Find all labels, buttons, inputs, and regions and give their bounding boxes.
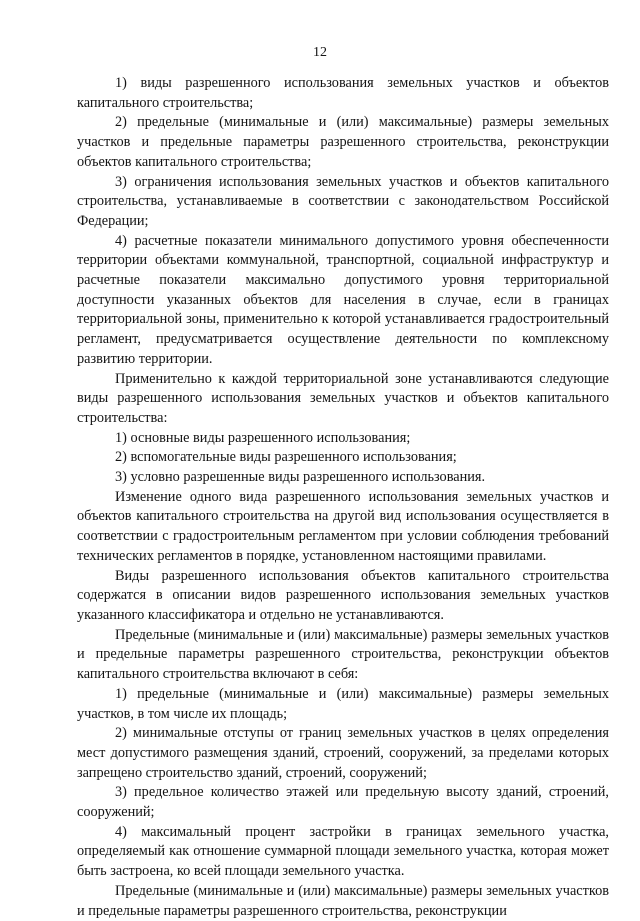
paragraph-item-2: 2) предельные (минимальные и (или) максимальные) размеры земельных участков и предельные параметры разрешенного строительства, реконструкции объектов капитального строительства;	[77, 114, 609, 170]
paragraph-item-4: 4) расчетные показатели минимального допустимого уровня обеспеченности территории объектами коммунальной, транспортной, социальной инфраструктур и расчетные показатели максимально допустимого уровня территориальной доступности указанных объектов для населения в случае, если в границах территориальной зоны, применительно к которой устанавливается градостроительный регламент, предусматривается осуществление деятельности по комплексному развитию территории.	[77, 232, 609, 367]
paragraph-limit-item-2: 2) минимальные отступы от границ земельных участков в целях определения мест допустимого размещения зданий, строений, сооружений, за пределами которых запрещено строительство зданий, строений, сооружений;	[77, 725, 609, 781]
paragraph-limit-item-1: 1) предельные (минимальные и (или) максимальные) размеры земельных участков, в том числе их площадь;	[77, 685, 609, 722]
paragraph-zone-item-2: 2) вспомогательные виды разрешенного использования;	[115, 449, 457, 466]
paragraph-change-of-use: Изменение одного вида разрешенного использования земельных участков и объектов капитального строительства на другой вид использования осуществляется в соответствии с градостроительным регламентом при условии соблюдения требований технических регламентов в порядке, установленном настоящими правилами.	[77, 488, 609, 564]
paragraph-limits-continued: Предельные (минимальные и (или) максимальные) размеры земельных участков и предельные параметры разрешенного строительства, реконструкции	[77, 882, 609, 919]
paragraph-item-3: 3) ограничения использования земельных участков и объектов капитального строительства, устанавливаемые в соответствии с законодательством Российской Федерации;	[77, 173, 609, 229]
paragraph-zone-item-3: 3) условно разрешенные виды разрешенного использования.	[115, 469, 486, 486]
document-body	[77, 74, 609, 921]
paragraph-zones-intro: Применительно к каждой территориальной зоне устанавливаются следующие виды разрешенного использования земельных участков и объектов капитального строительства:	[77, 370, 609, 426]
paragraph-limit-item-3: 3) предельное количество этажей или предельную высоту зданий, строений, сооружений;	[77, 784, 609, 821]
paragraph-limits-intro: Предельные (минимальные и (или) максимальные) размеры земельных участков и предельные параметры разрешенного строительства, реконструкции объектов капитального строительства включают в себя:	[77, 626, 609, 683]
paragraph-classifier: Виды разрешенного использования объектов капитального строительства содержатся в описании видов разрешенного использования земельных участков указанного классификатора и отдельно не устанавливаются.	[77, 567, 609, 623]
page-number: 12	[313, 45, 327, 60]
paragraph-limit-item-4: 4) максимальный процент застройки в границах земельного участка, определяемый как отношение суммарной площади земельного участка, которая может быть застроена, ко всей площади земельного участка.	[77, 823, 609, 880]
paragraph-zone-item-1: 1) основные виды разрешенного использования;	[115, 429, 411, 446]
paragraph-item-1: 1) виды разрешенного использования земельных участков и объектов капитального строительства;	[77, 75, 609, 111]
